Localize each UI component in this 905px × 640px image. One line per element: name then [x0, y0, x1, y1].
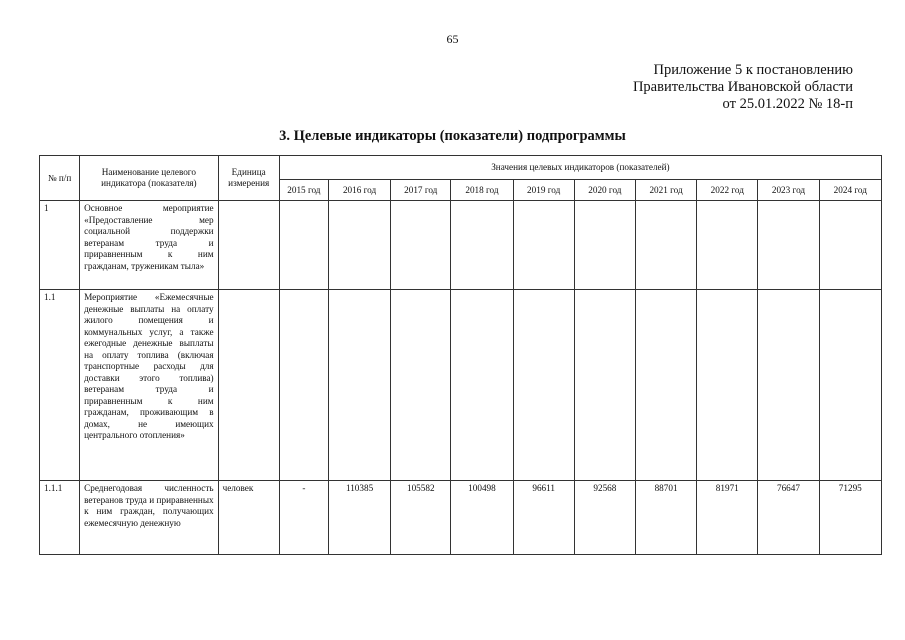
value-cell: [279, 201, 328, 290]
section-title: 3. Целевые индикаторы (показатели) подпрограммы: [279, 128, 626, 144]
value-cell: [391, 201, 451, 290]
value-cell: [697, 201, 758, 290]
row-name: Мероприятие «Ежемесячные денежные выплаты на оплату жилого помещения и коммунальных услуг, а также ежегодные денежные выплаты на оплату топлива (включая транспортные расходы для доставки этого топлива) ветеранам труда и приравненным к ним гражданам, проживающим в домах, не имеющих центрального отопления»: [80, 290, 218, 481]
value-cell: [328, 201, 390, 290]
header-year: 2024 год: [819, 180, 881, 201]
value-cell: 96611: [513, 481, 574, 555]
value-cell: 100498: [451, 481, 513, 555]
appendix-line-1: Приложение 5 к постановлению: [653, 62, 853, 78]
value-cell: [279, 290, 328, 481]
value-cell: [574, 201, 635, 290]
row-num: 1.1: [40, 290, 80, 481]
value-cell: -: [279, 481, 328, 555]
header-year: 2015 год: [279, 180, 328, 201]
row-num: 1.1.1: [40, 481, 80, 555]
header-year: 2016 год: [328, 180, 390, 201]
header-year: 2022 год: [697, 180, 758, 201]
header-year: 2018 год: [451, 180, 513, 201]
value-cell: 71295: [819, 481, 881, 555]
header-year: 2019 год: [513, 180, 574, 201]
appendix-line-3: от 25.01.2022 № 18-п: [722, 96, 853, 112]
row-unit: [218, 201, 279, 290]
value-cell: [635, 290, 696, 481]
header-year: 2017 год: [391, 180, 451, 201]
table-row: [40, 201, 882, 290]
row-unit: [218, 290, 279, 481]
header-name: Наименование целевого индикатора (показателя): [80, 156, 218, 201]
value-cell: [451, 201, 513, 290]
value-cell: 76647: [758, 481, 819, 555]
table-row: [40, 290, 882, 481]
value-cell: [513, 290, 574, 481]
header-values-group: Значения целевых индикаторов (показателей): [279, 156, 881, 180]
value-cell: 105582: [391, 481, 451, 555]
value-cell: [819, 290, 881, 481]
value-cell: 88701: [635, 481, 696, 555]
header-year: 2023 год: [758, 180, 819, 201]
row-name: Среднегодовая численность ветеранов труда и приравненных к ним граждан, получающих ежемесячную денежную: [80, 481, 218, 555]
value-cell: [697, 290, 758, 481]
value-cell: [635, 201, 696, 290]
value-cell: [328, 290, 390, 481]
indicators-table: [39, 155, 882, 555]
value-cell: [819, 201, 881, 290]
value-cell: [758, 290, 819, 481]
header-year: 2020 год: [574, 180, 635, 201]
value-cell: 81971: [697, 481, 758, 555]
row-num: 1: [40, 201, 80, 290]
value-cell: 92568: [574, 481, 635, 555]
page-number: 65: [446, 32, 459, 46]
header-num: № п/п: [40, 156, 80, 201]
table-row: [40, 481, 882, 555]
row-name: Основное мероприятие «Предоставление мер социальной поддержки ветеранам труда и приравненным к ним гражданам, труженикам тыла»: [80, 201, 218, 290]
header-year: 2021 год: [635, 180, 696, 201]
appendix-note: [633, 62, 853, 113]
value-cell: [451, 290, 513, 481]
value-cell: [758, 201, 819, 290]
value-cell: [391, 290, 451, 481]
value-cell: 110385: [328, 481, 390, 555]
row-unit: человек: [218, 481, 279, 555]
value-cell: [513, 201, 574, 290]
appendix-line-2: Правительства Ивановской области: [632, 79, 853, 95]
header-unit: Единица измерения: [218, 156, 279, 201]
value-cell: [574, 290, 635, 481]
